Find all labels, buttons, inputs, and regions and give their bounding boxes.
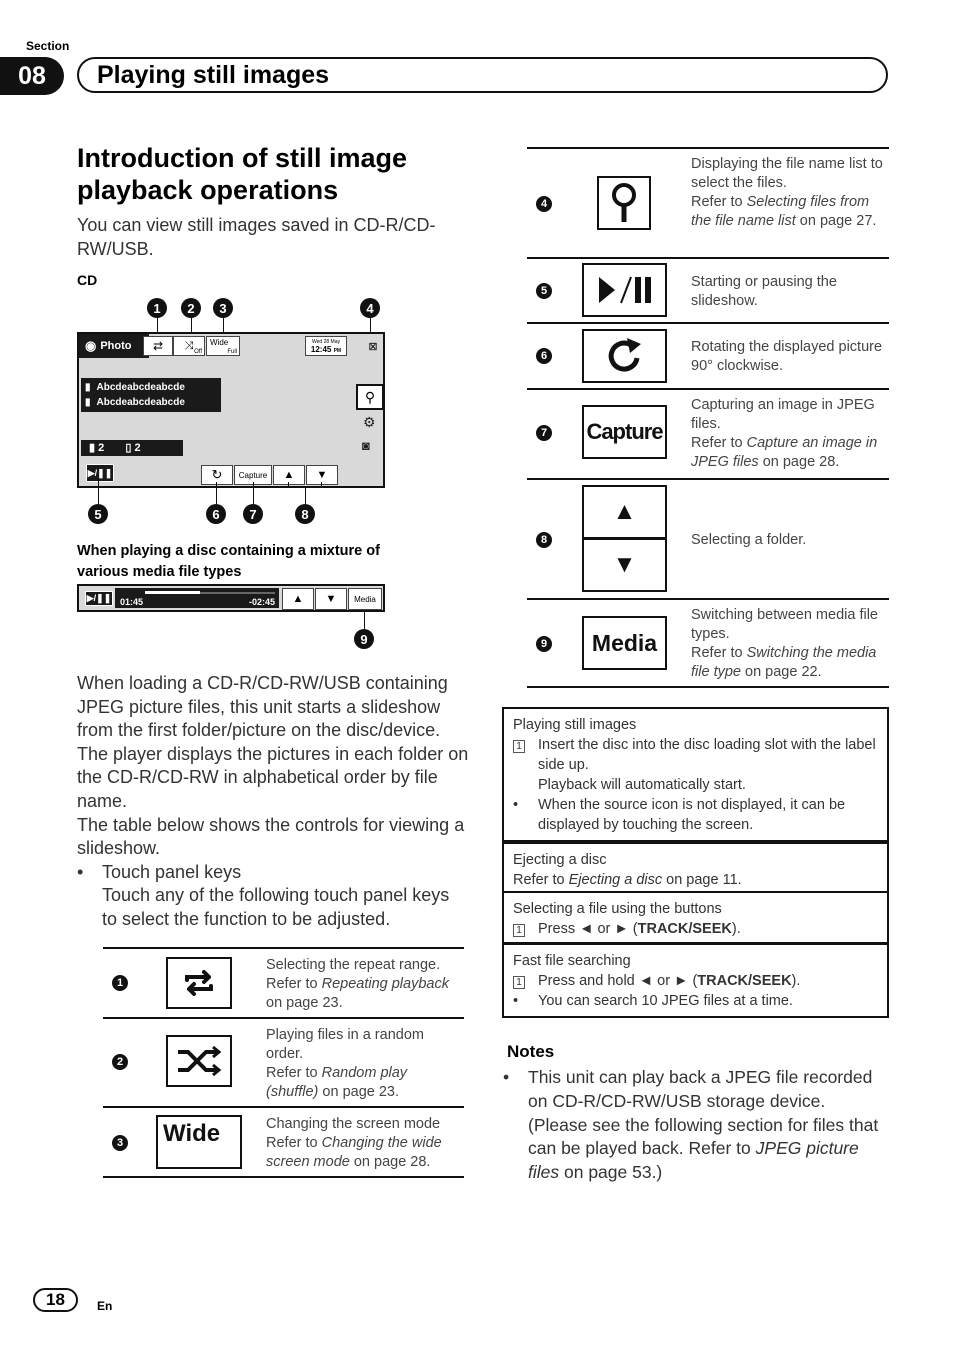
leader-line	[305, 487, 306, 504]
row-description: Rotating the displayed picture 90° clockwise.	[691, 339, 883, 374]
box-title: Selecting a file using the buttons	[513, 901, 722, 917]
reference-link: JPEG picture files	[528, 1138, 859, 1183]
play-pause-icon: ▶/❚❚	[87, 467, 113, 478]
media-icon	[582, 616, 667, 670]
bullet-text: Touch any of the following touch panel keys to select the function to be adjusted.	[102, 885, 450, 929]
rotate-button[interactable]	[201, 465, 233, 485]
search-list-icon: ⚲	[364, 388, 376, 405]
play-pause-icon: ▶/❚❚	[86, 593, 112, 603]
table-row	[527, 322, 889, 388]
page-ref: on page 23.	[318, 1084, 400, 1100]
media-label: Media	[354, 594, 376, 604]
refer-text: Refer to	[691, 645, 747, 661]
callout-7: 7	[243, 504, 263, 524]
leader-line	[98, 478, 99, 504]
reference-link: Changing the wide screen mode	[266, 1135, 442, 1170]
folder-file-count	[81, 440, 183, 456]
search-list-button[interactable]	[356, 384, 384, 410]
shuffle-icon	[166, 1035, 232, 1087]
section-title: Playing still images	[77, 57, 888, 93]
wide-state: Full	[227, 349, 237, 355]
description-text: Selecting the repeat range.	[266, 957, 441, 973]
refer-text: Refer to	[266, 1065, 322, 1081]
note-text: This unit can play back a JPEG file recorded on CD-R/CD-RW/USB storage device. (Please see the following section for files that can be played back. Refer to	[528, 1067, 879, 1159]
search-list-icon	[597, 176, 651, 230]
step-subtext: Playback will automatically start.	[538, 777, 746, 793]
file-icon: ▯	[125, 442, 132, 454]
row-description: Selecting a folder.	[691, 532, 807, 548]
file-icon: ▮	[85, 397, 91, 408]
box-title: Playing still images	[513, 717, 637, 733]
box-selecting-file	[502, 891, 889, 944]
progress-fill	[145, 591, 200, 594]
file-name: Abcdeabcdeabcde	[96, 397, 185, 408]
file-info-panel	[81, 378, 221, 412]
leader-line	[216, 482, 217, 504]
step-text: Press ◄ or ► (	[538, 921, 638, 937]
mixed-media-caption: When playing a disc containing a mixture of various media file types	[77, 543, 380, 580]
callout-5: 5	[88, 504, 108, 524]
folder-count: 2	[98, 442, 105, 454]
camera-icon[interactable]: ◙	[362, 438, 370, 453]
description-text: Playing files in a random order.	[266, 1027, 424, 1062]
row-number: 8	[536, 532, 552, 548]
menu-icon[interactable]: ⊠	[363, 337, 383, 355]
up-arrow-icon: ▲	[292, 593, 304, 605]
description-text: Switching between media file types.	[691, 607, 878, 642]
bullet-mark: •	[503, 1067, 510, 1087]
row-number: 5	[536, 283, 552, 299]
row-number: 2	[112, 1054, 128, 1070]
description-text: Displaying the file name list to select the files.	[691, 156, 883, 191]
shuffle-button[interactable]	[173, 336, 205, 356]
repeat-icon: ⇄	[152, 339, 164, 353]
reference-link: Capture an image in JPEG files	[691, 435, 878, 470]
page-ref: on page 27.	[795, 213, 877, 229]
table-row	[527, 598, 889, 688]
step-number: 1	[513, 924, 525, 937]
key-name: TRACK/SEEK	[697, 973, 792, 989]
progress-panel	[115, 588, 279, 608]
bullet-text: You can search 10 JPEG files at a time.	[538, 993, 793, 1009]
file-count: 2	[134, 442, 141, 454]
table-row	[527, 388, 889, 478]
key-name: TRACK/SEEK	[637, 921, 732, 937]
row-number: 1	[112, 975, 128, 991]
row-description	[691, 606, 887, 682]
leader-line	[288, 482, 289, 488]
page-ref: on page 22.	[740, 664, 822, 680]
wide-icon	[156, 1115, 242, 1169]
reference-link: Ejecting a disc	[568, 872, 663, 888]
wide-label: Wide	[210, 338, 229, 347]
rotate-icon	[582, 329, 667, 383]
play-pause-button[interactable]	[86, 464, 114, 482]
table-row	[527, 147, 889, 257]
capture-icon-label: Capture	[586, 419, 663, 444]
bullet-mark: •	[513, 993, 519, 1009]
settings-icon[interactable]: ⚙	[363, 414, 376, 430]
row-description	[266, 1026, 462, 1102]
reference-link: Repeating playback	[321, 976, 449, 992]
bullet-item	[77, 861, 469, 885]
leader-line	[364, 610, 365, 629]
folder-up-button[interactable]	[282, 588, 314, 610]
folder-name: Abcdeabcdeabcde	[96, 382, 185, 393]
mixed-media-screen	[77, 584, 385, 612]
notes-body	[503, 1066, 888, 1185]
body-text	[77, 672, 469, 932]
row-number: 9	[536, 636, 552, 652]
media-icon-label: Media	[591, 629, 658, 656]
page-ref: on page 23.	[266, 995, 343, 1011]
clock-display	[305, 336, 347, 356]
down-arrow-icon: ▼	[325, 593, 337, 605]
callout-2: 2	[181, 298, 201, 318]
table-row	[103, 1017, 464, 1106]
table-row	[527, 257, 889, 322]
step-text: Press and hold ◄ or ► (	[538, 973, 698, 989]
row-number: 4	[536, 196, 552, 212]
leader-line	[321, 482, 322, 488]
section-label: Section	[26, 39, 70, 53]
wide-button[interactable]	[206, 336, 240, 356]
play-pause-button[interactable]	[85, 591, 113, 606]
body-paragraph: The table below shows the controls for viewing a slideshow.	[77, 814, 465, 859]
step-text-end: ).	[791, 973, 801, 989]
wide-icon-label: Wide	[163, 1120, 221, 1147]
table-row	[103, 1106, 464, 1178]
notes-title: Notes	[507, 1042, 555, 1061]
intro-text: You can view still images saved in CD-R/CD-RW/USB.	[77, 215, 436, 259]
callout-6: 6	[206, 504, 226, 524]
box-ejecting-disc	[502, 842, 889, 893]
callout-9: 9	[354, 629, 374, 649]
callout-1: 1	[147, 298, 167, 318]
step-text-end: ).	[731, 921, 741, 937]
folder-icon: ▮	[89, 442, 96, 454]
clock-time: 12:45	[310, 344, 332, 354]
row-number: 6	[536, 348, 552, 364]
leader-line	[253, 482, 254, 504]
bullet-mark: •	[513, 797, 519, 813]
bullet-text: When the source icon is not displayed, it can be displayed by touching the screen.	[538, 797, 846, 833]
repeat-icon	[166, 957, 232, 1009]
up-arrow-icon: ▲	[582, 485, 667, 539]
reference-link: Random play (shuffle)	[266, 1065, 408, 1100]
row-description	[691, 396, 887, 472]
bullet-mark: •	[77, 861, 84, 882]
capture-icon	[582, 405, 667, 459]
clock-ampm: PM	[333, 347, 342, 354]
step-text: Insert the disc into the disc loading slot with the label side up.	[538, 737, 876, 773]
folder-down-button[interactable]	[315, 588, 347, 610]
callout-8: 8	[295, 504, 315, 524]
disc-icon: ◉	[85, 338, 97, 353]
down-arrow-icon: ▼	[316, 469, 328, 481]
box-fast-searching	[502, 943, 889, 1018]
folder-down-button[interactable]	[306, 465, 338, 485]
row-description: Starting or pausing the slideshow.	[691, 274, 837, 309]
repeat-button[interactable]	[143, 336, 173, 356]
media-button[interactable]	[348, 588, 382, 610]
callout-3: 3	[213, 298, 233, 318]
reference-link: Switching the media file type	[691, 645, 877, 680]
page-ref: on page 28.	[349, 1154, 431, 1170]
cd-label: CD	[77, 272, 98, 288]
cd-screen-mockup	[77, 332, 385, 488]
refer-text: Refer to	[691, 194, 747, 210]
description-text: Capturing an image in JPEG files.	[691, 397, 875, 432]
folder-icon: ▮	[85, 382, 91, 393]
step-number: 1	[513, 976, 525, 989]
language-label: En	[97, 1299, 113, 1313]
section-number: 08	[0, 57, 64, 95]
refer-text: Refer to	[266, 1135, 322, 1151]
capture-label: Capture	[238, 470, 268, 480]
refer-text: Refer to	[266, 976, 322, 992]
up-arrow-icon: ▲	[283, 469, 295, 481]
play-pause-icon	[582, 263, 667, 317]
box-playing-still-images	[502, 707, 889, 842]
shuffle-state: Off	[194, 349, 202, 355]
description-text: Changing the screen mode	[266, 1116, 441, 1132]
page-ref: on page 53.)	[559, 1162, 663, 1183]
step-number: 1	[513, 740, 525, 753]
shuffle-icon: ⤨	[184, 339, 194, 352]
folder-up-button[interactable]	[273, 465, 305, 485]
bullet-title: Touch panel keys	[102, 861, 242, 882]
refer-text: Refer to	[513, 872, 569, 888]
row-number: 7	[536, 425, 552, 441]
row-description	[266, 956, 462, 1013]
elapsed-time: 01:45	[120, 597, 144, 607]
box-title: Ejecting a disc	[513, 852, 607, 868]
down-arrow-icon: ▼	[582, 538, 667, 592]
reference-link: Selecting files from the file name list	[691, 194, 870, 229]
clock-date: Wed 28 May	[312, 338, 340, 345]
row-number: 3	[112, 1135, 128, 1151]
callout-4: 4	[360, 298, 380, 318]
row-description	[691, 155, 887, 231]
page-number: 18	[33, 1288, 78, 1312]
page-ref: on page 11.	[662, 872, 742, 888]
page-title: Introduction of still image playback operations	[77, 143, 407, 205]
box-title: Fast file searching	[513, 953, 631, 969]
remaining-time: -02:45	[248, 597, 275, 607]
table-row	[527, 478, 889, 598]
rotate-icon: ↻	[211, 467, 223, 482]
row-description	[266, 1115, 462, 1172]
body-paragraph: When loading a CD-R/CD-RW/USB containing JPEG picture files, this unit starts a slideshow from the first folder/picture on the disc/device. The player displays the pictures in each folder on the CD-R/CD-RW in alphabetical order by file name.	[77, 673, 469, 811]
refer-text: Refer to	[691, 435, 747, 451]
source-label: Photo	[100, 340, 132, 352]
table-row	[103, 947, 464, 1017]
page-ref: on page 28.	[758, 454, 840, 470]
source-icon	[79, 334, 149, 358]
